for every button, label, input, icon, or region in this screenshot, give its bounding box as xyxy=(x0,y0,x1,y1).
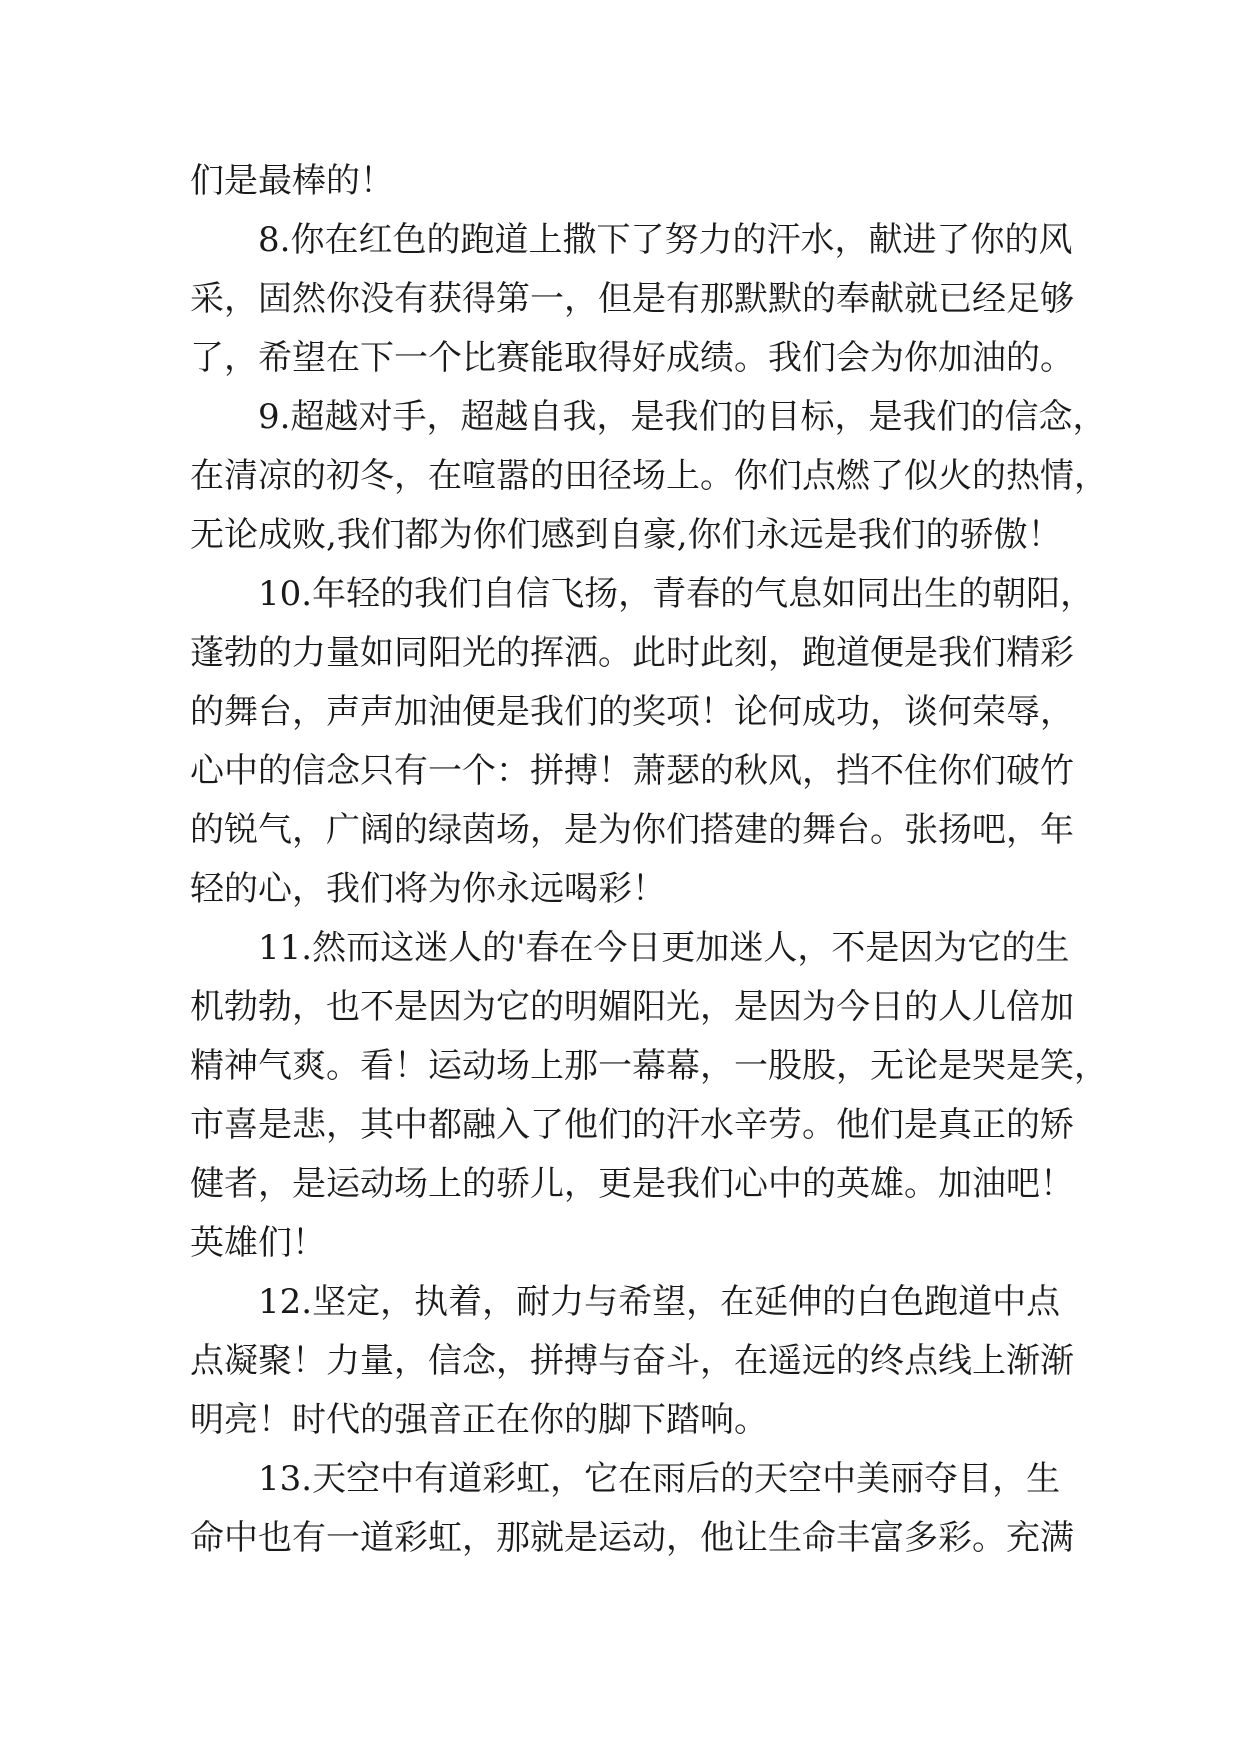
paragraph-line: 在清凉的初冬，在喧嚣的田径场上。你们点燃了似火的热情， xyxy=(190,456,1108,496)
paragraph-line: 9.超越对手，超越自我，是我们的目标，是我们的信念， xyxy=(258,397,1107,437)
paragraph-line: 13.天空中有道彩虹，它在雨后的天空中美丽夺目，生 xyxy=(258,1459,1061,1499)
paragraph-line: 了，希望在下一个比赛能取得好成绩。我们会为你加油的。 xyxy=(190,338,1074,378)
paragraph-line: 市喜是悲，其中都融入了他们的汗水辛劳。他们是真正的矫 xyxy=(190,1105,1074,1145)
paragraph-line: 的锐气，广阔的绿茵场，是为你们搭建的舞台。张扬吧，年 xyxy=(190,810,1074,850)
paragraph-line: 11.然而这迷人的'春在今日更加迷人，不是因为它的生 xyxy=(258,928,1070,968)
paragraph-line: 蓬勃的力量如同阳光的挥洒。此时此刻，跑道便是我们精彩 xyxy=(190,633,1074,673)
paragraph-line: 英雄们！ xyxy=(190,1223,326,1263)
paragraph-line: 精神气爽。看！运动场上那一幕幕，一股股，无论是哭是笑， xyxy=(190,1046,1108,1086)
paragraph-line: 命中也有一道彩虹，那就是运动，他让生命丰富多彩。充满 xyxy=(190,1518,1074,1558)
paragraph-line: 10.年轻的我们自信飞扬，青春的气息如同出生的朝阳， xyxy=(258,574,1095,614)
paragraph-line: 采，固然你没有获得第一，但是有那默默的奉献就已经足够 xyxy=(190,279,1074,319)
paragraph-line: 健者，是运动场上的骄儿，更是我们心中的英雄。加油吧！ xyxy=(190,1164,1074,1204)
paragraph-line: 12.坚定，执着，耐力与希望，在延伸的白色跑道中点 xyxy=(258,1282,1061,1322)
paragraph-line: 轻的心，我们将为你永远喝彩！ xyxy=(190,869,666,909)
paragraph-line: 们是最棒的！ xyxy=(190,161,394,201)
paragraph-line: 明亮！时代的强音正在你的脚下踏响。 xyxy=(190,1400,768,1440)
paragraph-line: 点凝聚！力量，信念，拼搏与奋斗，在遥远的终点线上渐渐 xyxy=(190,1341,1074,1381)
paragraph-line: 机勃勃，也不是因为它的明媚阳光，是因为今日的人儿倍加 xyxy=(190,987,1074,1027)
paragraph-line: 心中的信念只有一个：拼搏！萧瑟的秋风，挡不住你们破竹 xyxy=(190,751,1074,791)
paragraph-line: 8.你在红色的跑道上撒下了努力的汗水，献进了你的风 xyxy=(258,220,1073,260)
paragraph-line: 的舞台，声声加油便是我们的奖项！论何成功，谈何荣辱， xyxy=(190,692,1074,732)
document-body xyxy=(190,152,1108,1568)
paragraph-line: 无论成败,我们都为你们感到自豪,你们永远是我们的骄傲！ xyxy=(190,515,1062,555)
